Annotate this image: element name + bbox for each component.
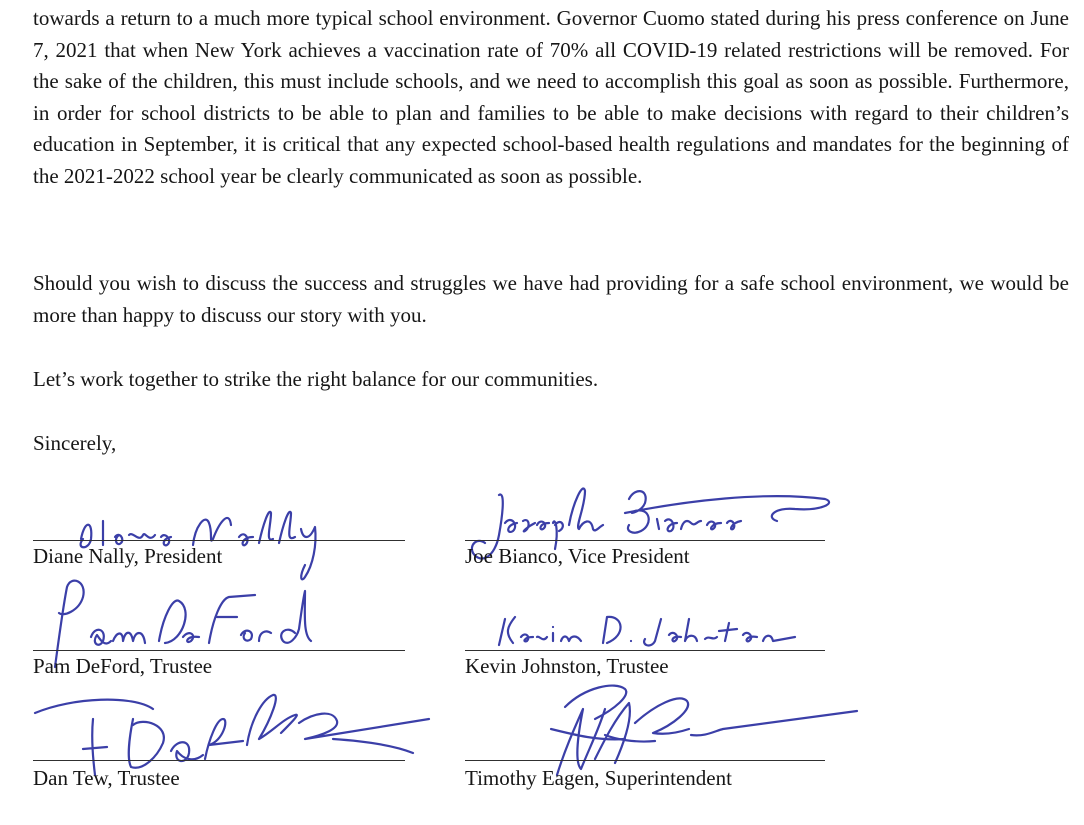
signature-line [33,650,405,651]
body-paragraph-2: Should you wish to discuss the success and struggles we have had providing for a safe school environment, we would be more than happy to discuss our story with you. [33,271,1069,327]
body-paragraph-3: Let’s work together to strike the right balance for our communities. [33,367,599,391]
signature-block-joe-bianco [465,495,837,605]
signature-line [33,540,405,541]
signer-name-pam-deford: Pam DeFord, Trustee [33,654,213,678]
signature-line [465,650,825,651]
signature-line [465,540,825,541]
signature-line [465,760,825,761]
signer-name-joe-bianco: Joe Bianco, Vice President [465,544,690,568]
closing-salutation: Sincerely, [33,431,117,455]
body-paragraph-1: towards a return to a much more typical school environment. Governor Cuomo stated during his press conference on June 7, 2021 that when New York achieves a vaccination rate of 70% all COVID-19 related restrictions will be removed. For the sake of the children, this must include schools, and we need to accomplish this goal as soon as possible. Furthermore, in order for school districts to be able to plan and families to be able to make decisions with regard to their children’s education in September, it is critical that any expected school-based health regulations and mandates for the beginning of the 2021-2022 school year be clearly communicated as soon as possible. [33,6,1069,188]
signature-line [33,760,405,761]
signature-block-timothy-eagen [465,715,837,825]
signer-name-timothy-eagen: Timothy Eagen, Superintendent [465,766,732,790]
signer-name-kevin-johnston: Kevin Johnston, Trustee [465,654,669,678]
signer-name-dan-tew: Dan Tew, Trustee [33,766,180,790]
signature-block-dan-tew [33,715,405,825]
signer-name-diane-nally: Diane Nally, President [33,544,223,568]
